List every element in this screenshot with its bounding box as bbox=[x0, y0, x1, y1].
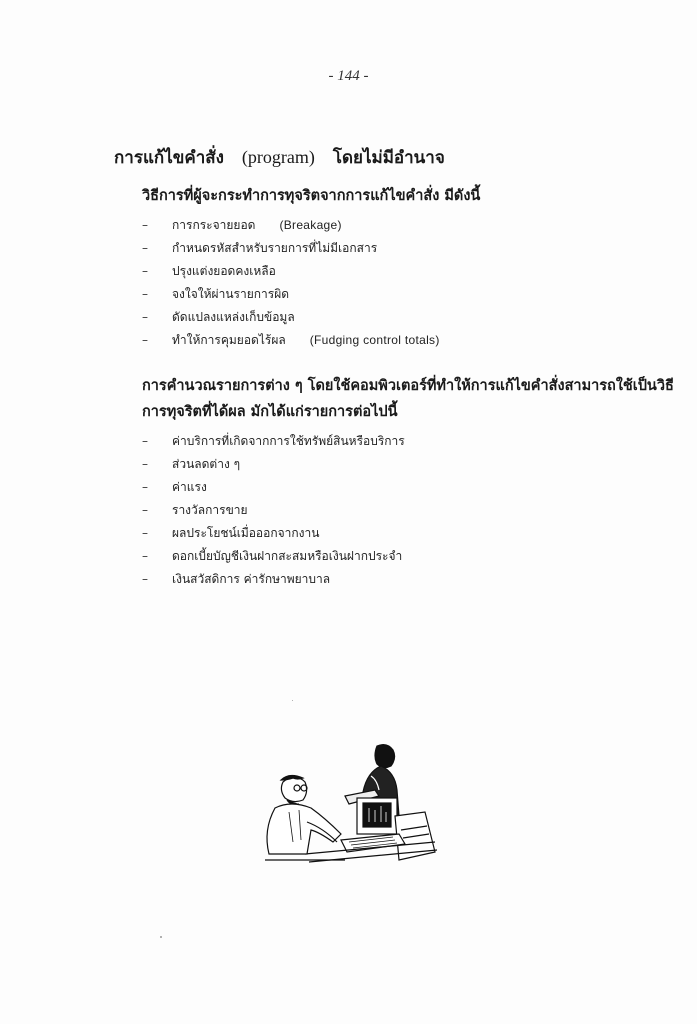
paper-speck bbox=[160, 936, 162, 938]
list-item: – เงินสวัสดิการ ค่ารักษาพยาบาล bbox=[142, 568, 405, 591]
section-heading bbox=[114, 144, 445, 171]
list-item: – ส่วนลดต่าง ๆ bbox=[142, 453, 405, 476]
list-marker: – bbox=[142, 572, 148, 586]
section2-title-line2: การทุจริตที่ได้ผล มักได้แก่รายการต่อไปนี้ bbox=[142, 403, 398, 420]
heading-thai-end: โดยไม่มีอำนาจ bbox=[332, 148, 445, 168]
list-marker: – bbox=[142, 480, 148, 494]
page-number: - 144 - bbox=[328, 68, 369, 84]
list-item: – ดัดแปลงแหล่งเก็บข้อมูล bbox=[142, 306, 440, 329]
list-marker: – bbox=[142, 287, 148, 301]
list-marker: – bbox=[142, 333, 148, 347]
list-item: – ดอกเบี้ยบัญชีเงินฝากสะสมหรือเงินฝากประจำ bbox=[142, 545, 405, 568]
list-item: – กำหนดรหัสสำหรับรายการที่ไม่มีเอกสาร bbox=[142, 237, 440, 260]
section2-title-line1: การคำนวณรายการต่าง ๆ โดยใช้คอมพิวเตอร์ที่ทำให้การแก้ไขคำสั่งสามารถใช้เป็นวิธี bbox=[142, 377, 674, 394]
list-marker: – bbox=[142, 434, 148, 448]
list-marker: – bbox=[142, 310, 148, 324]
list-marker: – bbox=[142, 218, 148, 232]
section1-title: วิธีการที่ผู้จะกระทำการทุจริตจากการแก้ไขคำสั่ง มีดังนี้ bbox=[142, 187, 481, 204]
list-item: – การกระจายยอด (Breakage) bbox=[142, 214, 440, 237]
list-marker: – bbox=[142, 503, 148, 517]
list-item: – ค่าบริการที่เกิดจากการใช้ทรัพย์สินหรือบริการ bbox=[142, 430, 405, 453]
list-item: – ค่าแรง bbox=[142, 476, 405, 499]
list-marker: – bbox=[142, 549, 148, 563]
heading-thai-start: การแก้ไขคำสั่ง bbox=[114, 148, 224, 168]
office-computer-illustration bbox=[245, 742, 440, 872]
list-item: – ผลประโยชน์เมื่อออกจากงาน bbox=[142, 522, 405, 545]
list-item: – จงใจให้ผ่านรายการผิด bbox=[142, 283, 440, 306]
paper-speck bbox=[292, 700, 293, 701]
heading-latin: (program) bbox=[241, 147, 315, 167]
list-item: – ปรุงแต่งยอดคงเหลือ bbox=[142, 260, 440, 283]
list-marker: – bbox=[142, 241, 148, 255]
section1-list bbox=[142, 214, 440, 352]
list-marker: – bbox=[142, 526, 148, 540]
list-marker: – bbox=[142, 264, 148, 278]
section2-list bbox=[142, 430, 405, 591]
list-item: – รางวัลการขาย bbox=[142, 499, 405, 522]
list-marker: – bbox=[142, 457, 148, 471]
list-item: – ทำให้การคุมยอดไร้ผล (Fudging control totals) bbox=[142, 329, 440, 352]
